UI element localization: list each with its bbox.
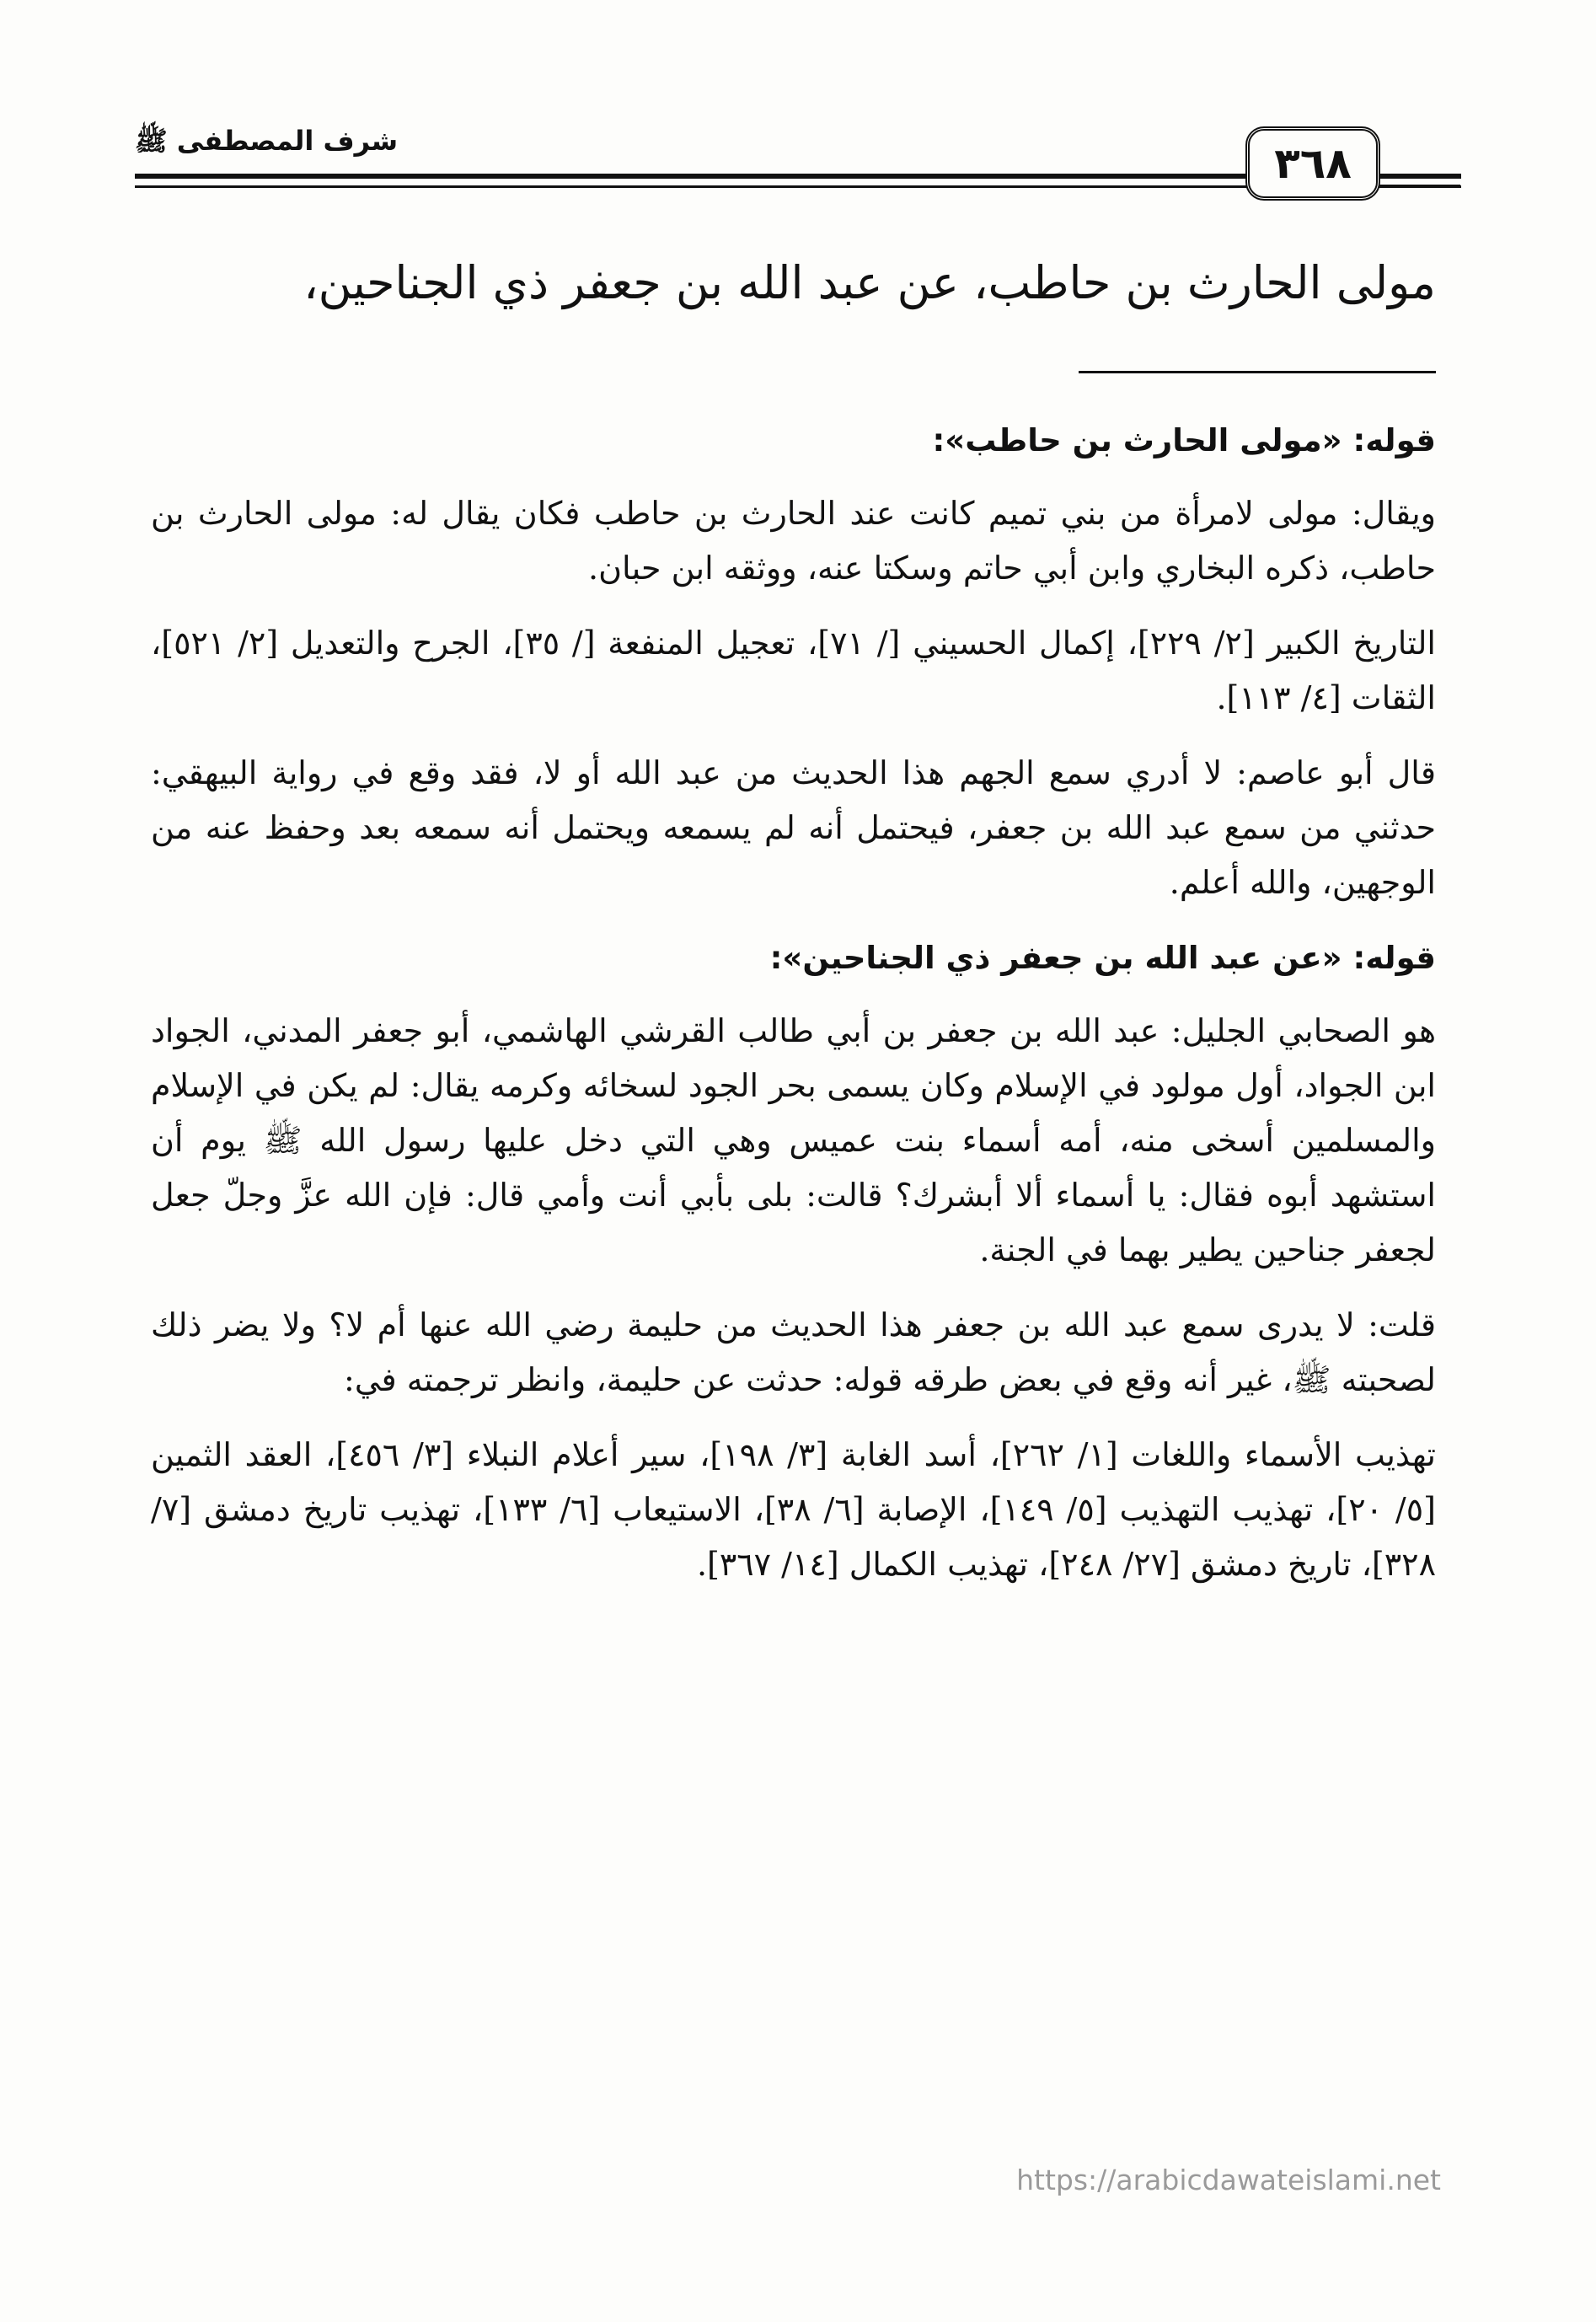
note-paragraph: هو الصحابي الجليل: عبد الله بن جعفر بن أبي طالب القرشي الهاشمي، أبو جعفر المدني، الجواد ابن الجواد، أول مولود في الإسلام وكان يسمى بحر الجود لسخائه وكرمه يقال: لم يكن في الإسلام والمسلمين أسخى منه، أمه أسماء بنت عميس وهي التي دخل عليها رسول الله ﷺ يوم أن استشهد أبوه فقال: يا أسماء ألا أبشرك؟ قالت: بلى بأبي أنت وأمي قال: فإن الله عزَّ وجلّ جعل لجعفر جناحين يطير بهما في الجنة. — [151, 1012, 1436, 1268]
footnotes — [151, 413, 1436, 1612]
note-heading: قوله: «عن عبد الله بن جعفر ذي الجناحين»: — [769, 940, 1436, 976]
header-rule-ext — [1376, 174, 1460, 190]
note-paragraph: التاريخ الكبير [٢/ ٢٢٩]، إكمال الحسيني [/ ٧١]، تعجيل المنفعة [/ ٣٥]، الجرح والتعديل [٢/ ٥٢١]، الثقات [٤/ ١١٣]. — [151, 625, 1436, 716]
watermark-url: https://arabicdawateislami.net — [1016, 2164, 1441, 2196]
note-paragraph: قلت: لا يدرى سمع عبد الله بن جعفر هذا الحديث من حليمة رضي الله عنها أم لا؟ ولا يضر ذلك لصحبته ﷺ، غير أنه وقع في بعض طرقه قوله: حدثت عن حليمة، وانظر ترجمته في: — [151, 1306, 1436, 1398]
note-paragraph: تهذيب الأسماء واللغات [١/ ٢٦٢]، أسد الغابة [٣/ ١٩٨]، سير أعلام النبلاء [٣/ ٤٥٦]، العقد الثمين [٥/ ٢٠]، تهذيب التهذيب [٥/ ١٤٩]، الإصابة [٦/ ٣٨]، الاستيعاب [٦/ ١٣٣]، تهذيب تاريخ دمشق [٧/ ٣٢٨]، تاريخ دمشق [٢٧/ ٢٤٨]، تهذيب الكمال [١٤/ ٣٦٧]. — [151, 1436, 1436, 1583]
note-heading: قوله: «مولى الحارث بن حاطب»: — [932, 422, 1436, 459]
note-paragraph: ويقال: مولى لامرأة من بني تميم كانت عند الحارث بن حاطب فكان يقال له: مولى الحارث بن حاطب، ذكره البخاري وابن أبي حاتم وسكتا عنه، ووثقه ابن حبان. — [151, 495, 1436, 587]
footnote-separator — [1079, 371, 1436, 373]
main-text: مولى الحارث بن حاطب، عن عبد الله بن جعفر ذي الجناحين، — [303, 256, 1436, 309]
book-title: شرف المصطفى ﷺ — [135, 125, 399, 157]
note-paragraph: قال أبو عاصم: لا أدري سمع الجهم هذا الحديث من عبد الله أو لا، فقد وقع في رواية البيهقي: حدثني من سمع عبد الله بن جعفر، فيحتمل أنه لم يسمعه ويحتمل أنه سمعه بعد وحفظ عنه من الوجهين، والله أعلم. — [151, 754, 1436, 901]
page-number: ٣٦٨ — [1245, 126, 1380, 201]
